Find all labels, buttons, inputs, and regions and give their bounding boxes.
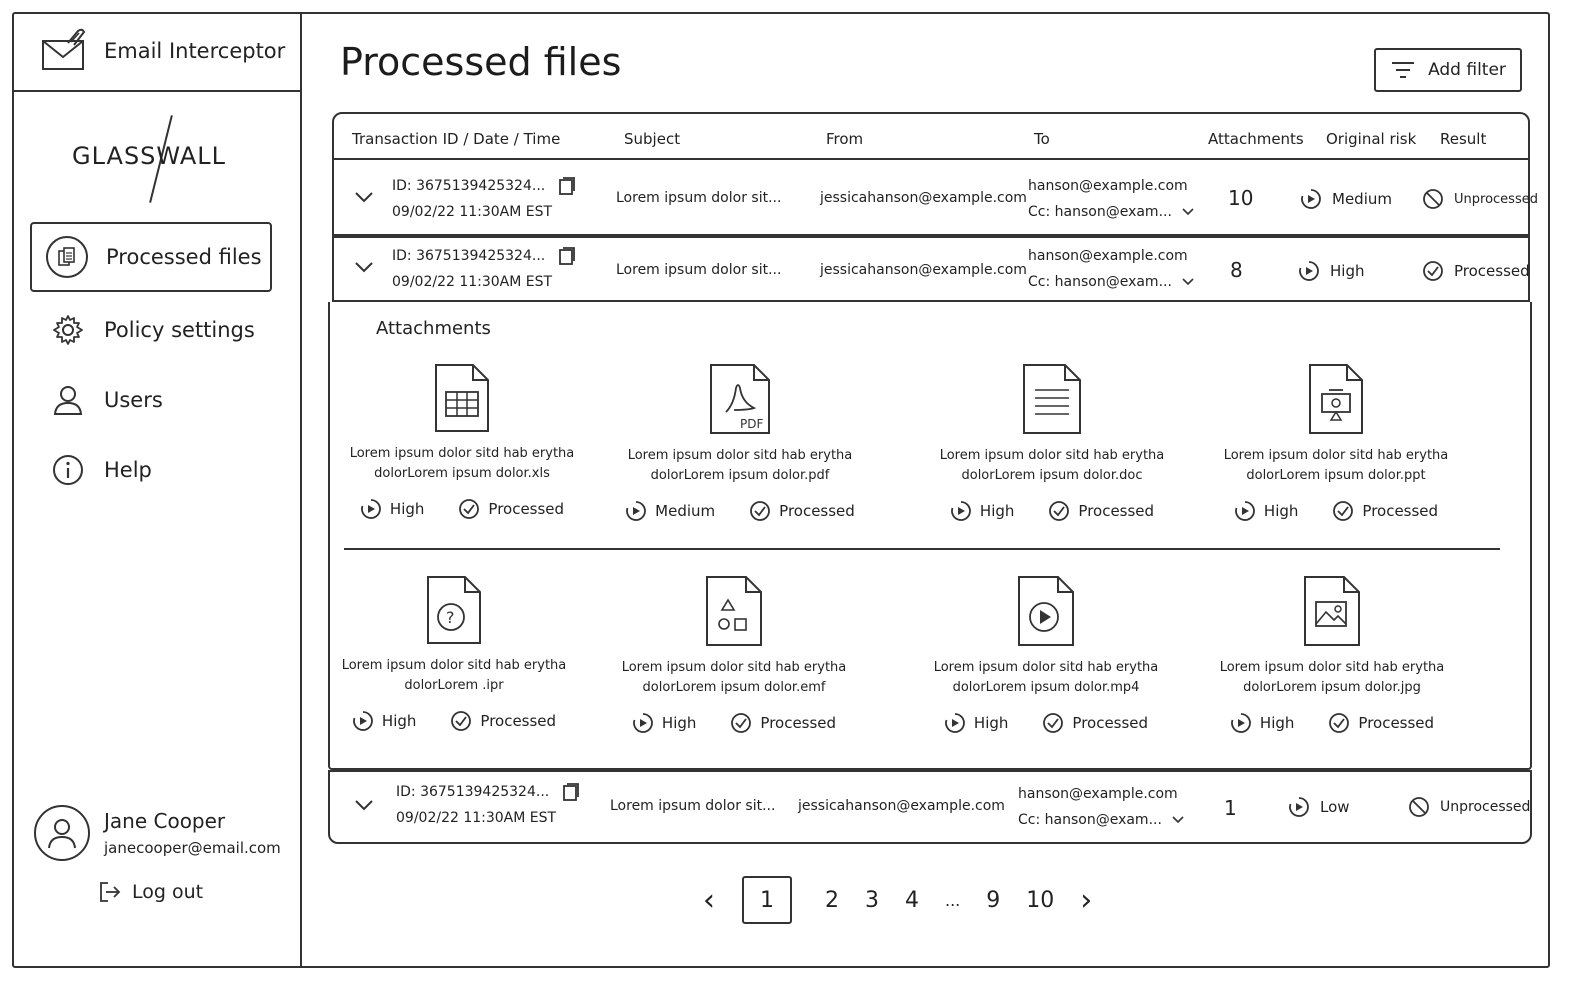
risk-status	[950, 500, 1014, 522]
risk-status	[360, 498, 424, 520]
result-status	[1048, 500, 1154, 522]
risk-label: High	[1259, 714, 1295, 732]
column-header-result[interactable]: Result	[1440, 130, 1487, 148]
pdf-label: PDF	[740, 417, 764, 431]
attachment-item[interactable]	[1202, 574, 1462, 734]
attachment-name: Lorem ipsum dolor sitd hab erytha	[933, 660, 1159, 675]
page-title: Processed files	[340, 40, 622, 84]
user-profile	[34, 798, 294, 868]
risk-label: Low	[1320, 798, 1350, 816]
attachment-item[interactable]	[604, 574, 864, 734]
email-from: jessicahanson@example.com	[798, 798, 1005, 814]
table-row[interactable]	[332, 160, 1538, 236]
attachment-name: dolorLorem ipsum dolor.mp4	[952, 680, 1140, 695]
attachments-title: Attachments	[376, 318, 491, 339]
result-status	[730, 712, 836, 734]
result-label: Processed	[1072, 714, 1149, 732]
sidebar-item-help[interactable]	[30, 438, 272, 502]
email-subject: Lorem ipsum dolor sit...	[616, 190, 782, 206]
result-status	[1328, 712, 1434, 734]
image-file-icon	[1302, 574, 1362, 648]
column-header-attachments[interactable]: Attachments	[1208, 130, 1304, 148]
app-title: Email Interceptor	[104, 39, 286, 63]
result-status	[749, 500, 855, 522]
processed-check-icon	[1332, 500, 1354, 522]
result-status	[458, 498, 564, 520]
attachment-name: Lorem ipsum dolor sitd hab erytha	[1219, 660, 1445, 675]
attachment-name: Lorem ipsum dolor sitd hab erytha	[341, 658, 567, 673]
attachment-name: Lorem ipsum dolor sitd hab erytha	[1223, 448, 1449, 463]
result-label: Processed	[1078, 502, 1155, 520]
attachment-name: dolorLorem .ipr	[404, 678, 504, 693]
risk-status	[352, 710, 416, 732]
risk-status	[1234, 500, 1298, 522]
chevron-down-icon[interactable]	[354, 190, 374, 204]
risk-label: High	[973, 714, 1009, 732]
logout-button[interactable]	[98, 880, 203, 904]
transaction-datetime: 09/02/22 11:30AM EST	[392, 204, 553, 220]
attachment-item[interactable]	[916, 574, 1176, 734]
brand-name: GLASSWALL	[72, 142, 226, 170]
attachment-name: Lorem ipsum dolor sitd hab erytha	[349, 446, 575, 461]
result-status	[1408, 796, 1530, 818]
attachment-count: 1	[1224, 796, 1237, 820]
sidebar-item-label: Policy settings	[104, 318, 255, 342]
email-subject: Lorem ipsum dolor sit...	[610, 798, 776, 814]
result-label: Processed	[480, 712, 557, 730]
email-subject: Lorem ipsum dolor sit...	[616, 262, 782, 278]
risk-gauge-icon	[1230, 712, 1252, 734]
info-icon	[50, 452, 86, 488]
attachment-count: 8	[1230, 258, 1243, 282]
chevron-down-icon[interactable]	[1172, 815, 1184, 824]
table-header	[332, 112, 1530, 160]
sidebar	[12, 12, 302, 968]
result-status	[450, 710, 556, 732]
processed-check-icon	[450, 710, 472, 732]
attachment-count: 10	[1228, 186, 1254, 210]
transaction-datetime: 09/02/22 11:30AM EST	[396, 810, 557, 826]
user-name: Jane Cooper	[104, 809, 226, 833]
page-button[interactable]: 2	[825, 887, 839, 913]
svg-text:?: ?	[446, 608, 455, 627]
processed-files-icon	[46, 236, 88, 278]
chevron-down-icon[interactable]	[354, 260, 374, 274]
unprocessed-icon	[1408, 796, 1430, 818]
email-to: hanson@example.com	[1018, 786, 1178, 802]
chevron-down-icon[interactable]	[354, 798, 374, 812]
result-label: Unprocessed	[1454, 191, 1538, 207]
transaction-id: ID: 3675139425324...	[392, 178, 546, 194]
risk-gauge-icon	[1300, 188, 1322, 210]
document-file-icon	[1021, 362, 1083, 436]
result-label: Processed	[760, 714, 837, 732]
risk-label: Medium	[655, 502, 716, 520]
processed-check-icon	[1042, 712, 1064, 734]
risk-status	[944, 712, 1008, 734]
result-status	[1042, 712, 1148, 734]
risk-gauge-icon	[1288, 796, 1310, 818]
copy-icon[interactable]	[558, 176, 576, 196]
sidebar-item-policy-settings[interactable]	[30, 298, 272, 362]
risk-label: High	[979, 502, 1015, 520]
risk-gauge-icon	[944, 712, 966, 734]
risk-gauge-icon	[360, 498, 382, 520]
attachments-divider	[344, 548, 1500, 550]
chevron-down-icon[interactable]	[1182, 277, 1194, 286]
video-file-icon	[1016, 574, 1076, 648]
risk-status	[632, 712, 696, 734]
processed-check-icon	[1422, 260, 1444, 282]
risk-status	[1230, 712, 1294, 734]
gear-icon	[50, 312, 86, 348]
result-label: Processed	[1362, 502, 1439, 520]
user-email: janecooper@email.com	[104, 839, 281, 857]
chevron-down-icon[interactable]	[1182, 207, 1194, 216]
attachment-item[interactable]	[332, 362, 592, 520]
attachments-panel	[328, 302, 1532, 770]
unprocessed-icon	[1422, 188, 1444, 210]
next-page-button[interactable]: ›	[1080, 882, 1093, 918]
transaction-id: ID: 3675139425324...	[392, 248, 546, 264]
processed-check-icon	[458, 498, 480, 520]
risk-label: High	[389, 500, 425, 518]
risk-gauge-icon	[950, 500, 972, 522]
email-from: jessicahanson@example.com	[820, 262, 1027, 278]
table-row[interactable]	[332, 236, 1530, 302]
spreadsheet-file-icon	[433, 362, 491, 434]
attachment-name: dolorLorem ipsum dolor.doc	[961, 468, 1143, 483]
logout-icon	[98, 880, 122, 904]
table-row[interactable]	[328, 770, 1532, 844]
email-cc: Cc: hanson@exam...	[1028, 274, 1172, 290]
email-clip-icon	[40, 27, 88, 75]
processed-check-icon	[749, 500, 771, 522]
email-to: hanson@example.com	[1028, 178, 1188, 194]
prev-page-button[interactable]: ‹	[703, 882, 715, 918]
attachment-item[interactable]	[922, 362, 1182, 522]
pdf-file-icon	[708, 362, 772, 436]
shapes-file-icon	[704, 574, 764, 648]
risk-status	[1300, 188, 1392, 210]
result-label: Processed	[779, 502, 855, 520]
column-header-from[interactable]: From	[826, 130, 864, 148]
risk-label: High	[381, 712, 417, 730]
risk-status	[1298, 260, 1364, 282]
risk-gauge-icon	[632, 712, 654, 734]
attachment-name: dolorLorem ipsum dolor.jpg	[1243, 680, 1421, 695]
email-cc: Cc: hanson@exam...	[1028, 204, 1172, 220]
risk-label: High	[1263, 502, 1299, 520]
processed-check-icon	[730, 712, 752, 734]
sidebar-item-processed-files[interactable]	[30, 222, 272, 292]
sidebar-item-label: Users	[104, 388, 163, 412]
sidebar-item-users[interactable]	[30, 368, 272, 432]
user-icon	[50, 382, 86, 418]
result-label: Processed	[488, 500, 565, 518]
add-filter-button[interactable]	[1374, 48, 1522, 92]
risk-label: High	[1330, 262, 1365, 280]
sidebar-item-label: Processed files	[106, 245, 262, 269]
copy-icon[interactable]	[558, 246, 576, 266]
app-header	[12, 12, 302, 92]
attachment-item[interactable]	[324, 574, 584, 732]
attachment-name: dolorLorem ipsum dolor.xls	[374, 466, 550, 481]
risk-label: Medium	[1332, 190, 1392, 208]
avatar	[34, 805, 90, 861]
attachment-name: dolorLorem ipsum dolor.emf	[642, 680, 826, 695]
page-button-current[interactable]: 1	[742, 876, 792, 924]
processed-check-icon	[1328, 712, 1350, 734]
sidebar-item-label: Help	[104, 458, 152, 482]
brand-logo	[42, 112, 272, 202]
attachment-item[interactable]	[1206, 362, 1466, 522]
transaction-id: ID: 3675139425324...	[396, 784, 550, 800]
result-label: Unprocessed	[1440, 799, 1531, 815]
copy-icon[interactable]	[562, 782, 580, 802]
result-label: Processed	[1358, 714, 1435, 732]
processed-check-icon	[1048, 500, 1070, 522]
result-label: Processed	[1454, 262, 1530, 280]
page-button[interactable]: 9	[986, 887, 1001, 913]
attachment-name: Lorem ipsum dolor sitd hab erytha	[621, 660, 847, 675]
attachment-name: Lorem ipsum dolor sitd hab erytha	[939, 448, 1165, 463]
risk-gauge-icon	[1298, 260, 1320, 282]
page-ellipsis: ...	[945, 890, 961, 910]
result-status	[1332, 500, 1438, 522]
column-header-risk[interactable]: Original risk	[1326, 130, 1417, 148]
risk-gauge-icon	[352, 710, 374, 732]
email-to: hanson@example.com	[1028, 248, 1188, 264]
presentation-file-icon	[1307, 362, 1365, 436]
column-header-transaction[interactable]: Transaction ID / Date / Time	[352, 130, 561, 148]
column-header-subject[interactable]: Subject	[624, 130, 681, 148]
attachment-name: dolorLorem ipsum dolor.ppt	[1246, 468, 1426, 483]
filter-icon	[1390, 60, 1416, 80]
logout-label: Log out	[132, 881, 204, 903]
risk-status	[1288, 796, 1350, 818]
risk-gauge-icon	[1234, 500, 1256, 522]
column-header-to[interactable]: To	[1034, 130, 1050, 148]
risk-label: High	[661, 714, 697, 732]
add-filter-label: Add filter	[1428, 60, 1506, 80]
email-cc: Cc: hanson@exam...	[1018, 812, 1162, 828]
result-status	[1422, 188, 1538, 210]
risk-gauge-icon	[625, 500, 647, 522]
sidebar-nav	[30, 222, 272, 508]
page-button[interactable]: 3	[865, 887, 879, 913]
result-status	[1422, 260, 1530, 282]
unknown-file-icon	[425, 574, 483, 646]
risk-status	[625, 500, 715, 522]
attachment-name: dolorLorem ipsum dolor.pdf	[650, 468, 830, 483]
attachment-name: Lorem ipsum dolor sitd hab erytha	[627, 448, 853, 463]
transaction-datetime: 09/02/22 11:30AM EST	[392, 274, 553, 290]
page-button[interactable]: 4	[905, 887, 919, 913]
pagination	[690, 874, 1105, 926]
email-from: jessicahanson@example.com	[820, 190, 1027, 206]
page-button[interactable]: 10	[1026, 887, 1055, 913]
attachment-item[interactable]	[610, 362, 870, 522]
